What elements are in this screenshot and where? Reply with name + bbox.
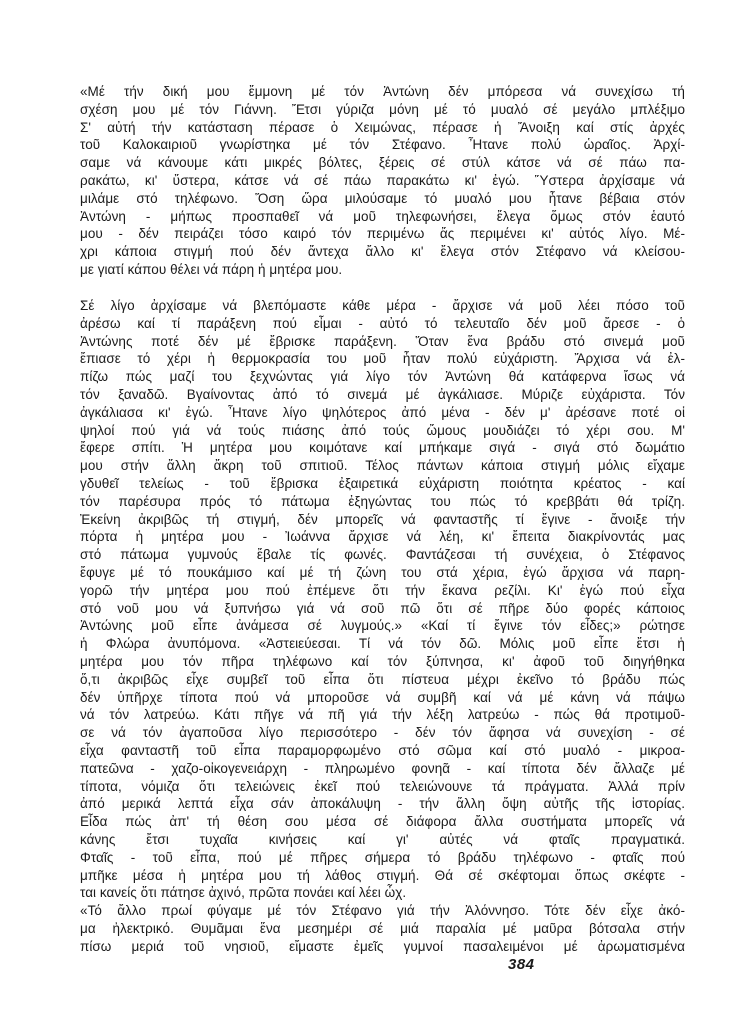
text-line: ται κανείς ὅτι πάτησε ἀχινό, πρῶτα πονάει καί λέει ὦχ.: [80, 885, 407, 901]
text-line: ἀρέσω καί τί παράξενη πού εἶμαι - αὐτό τό τελευταῖο δέν μοῦ ἄρεσε - ὁ: [80, 315, 685, 331]
text-line: δέν ὑπῆρχε τίποτα πού νά μποροῦσε νά συμβῆ καί νά μέ κάνη νά πάψω: [80, 689, 685, 705]
text-line: ἔφυγε μέ τό πουκάμισο καί μέ τή ζώνη του στά χέρια, ἐγώ ἄρχισα νά παρη-: [80, 564, 685, 580]
text-line: μου - δέν πειράζει τόσο καιρό τόν περιμένω ἄς περιμένει κι' αὐτός λίγο. Μέ-: [80, 226, 685, 242]
text-line: Ἀντώνης ποτέ δέν μέ ἔβρισκε παράξενη. Ὅταν ἕνα βράδυ στό σινεμά μοῦ: [80, 333, 685, 349]
text-line: ὅ,τι ἀκριβῶς εἶχε συμβεῖ τοῦ εἶπα ὅτι πίστευα μέχρι ἐκεῖνο τό βράδυ πώς: [80, 671, 685, 687]
text-line: Ἀντώνη - μήπως προσπαθεῖ νά μοῦ τηλεφωνήσει, ἔλεγα ὅμως στόν ἑαυτό: [80, 208, 685, 224]
text-line: τόν ξαναδῶ. Βγαίνοντας ἀπό τό σινεμά μέ ἀγκάλιασε. Μύριζε εὐχάριστα. Τόν: [80, 386, 685, 402]
text-line: ἔφερε σπίτι. Ἡ μητέρα μου κοιμότανε καί μπήκαμε σιγά - σιγά στό δωμάτιο: [80, 440, 685, 456]
text-line: ψηλοί πού γιά νά τούς πιάσης ἀπό τούς ὤμους μουδιάζει τό χέρι σου. Μ': [80, 422, 685, 438]
text-line: σχέση μου μέ τόν Γιάννη. Ἔτσι γύριζα μόνη μέ τό μυαλό σέ μεγάλο μπλέξιμο: [80, 101, 685, 117]
text-line: χρι κάποια στιγμή πού δέν ἄντεχα ἄλλο κι' ἔλεγα στόν Στέφανο νά κλείσου-: [80, 244, 685, 260]
text-line: πατεῶνα - χαζο-οἰκογενειάρχη - πληρωμένο φονηᾶ - καί τίποτα δέν ἄλλαζε μέ: [80, 760, 685, 776]
text-line: κάνης ἔτσι τυχαῖα κινήσεις καί γι' αὐτές νά φταῖς πραγματικά.: [80, 831, 685, 847]
text-line: ἀπό μερικά λεπτά εἶχα σάν ἀποκάλυψη - τήν ἄλλη ὄψη αὐτῆς τῆς ἱστορίας.: [80, 796, 685, 812]
paragraph: [80, 902, 685, 955]
text-line: ἀγκάλιασα κι' ἐγώ. Ἦτανε λίγο ψηλότερος ἀπό μένα - δέν μ' ἀρέσανε ποτέ οἱ: [80, 404, 685, 420]
text-line: γδυθεῖ τελείως - τοῦ ἔβρισκα ἐξαιρετικά εὐχάριστη ποιότητα κρέατος - καί: [80, 475, 685, 491]
page-number: 384: [508, 956, 535, 973]
text-line: πίζω πώς μαζί του ξεχνώντας γιά λίγο τόν Ἀντώνη θά κατάφερνα ἴσως νά: [80, 369, 685, 385]
text-line: μητέρα μου τόν πῆρα τηλέφωνο καί τόν ξύπνησα, κι' ἀφοῦ τοῦ διηγήθηκα: [80, 653, 685, 669]
text-line: μου στήν ἄλλη ἄκρη τοῦ σπιτιοῦ. Τέλος πάντων κάποια στιγμή μόλις εἴχαμε: [80, 458, 685, 474]
text-line: πίσω μεριά τοῦ νησιοῦ, εἴμαστε ἐμεῖς γυμνοί πασαλειμένοι μέ ἀρωματισμένα: [80, 938, 685, 954]
text-line: ρακάτω, κι' ὕστερα, κάτσε νά σέ πάω παρακάτω κι' ἐγώ. Ὕστερα ἀρχίσαμε νά: [80, 172, 685, 188]
text-line: Φταῖς - τοῦ εἶπα, πού μέ πῆρες σήμερα τό βράδυ τηλέφωνο - φταῖς πού: [80, 849, 685, 865]
text-line: μιλάμε στό τηλέφωνο. Ὅση ὥρα μιλούσαμε τό μυαλό μου ἦτανε βέβαια στόν: [80, 190, 685, 206]
text-line: πόρτα ἡ μητέρα μου - Ἰωάννα ἄρχισε νά λέη, κι' ἔπειτα διακρίνοντάς μας: [80, 529, 685, 545]
text-line: «Τό ἄλλο πρωί φύγαμε μέ τόν Στέφανο γιά τήν Ἀλόννησο. Τότε δέν εἶχε ἀκό-: [80, 903, 685, 918]
paragraph: [80, 297, 685, 902]
text-line: νά τόν λατρεύω. Κάτι πῆγε νά πῆ γιά τήν λέξη λατρεύω - πώς θά προτιμοῦ-: [80, 707, 685, 723]
text-line: Ἀντώνης μοῦ εἶπε ἀνάμεσα σέ λυγμούς.» «Καί τί ἔγινε τόν εἶδες;» ρώτησε: [80, 618, 685, 634]
text-line: τίποτα, νόμιζα ὅτι τελειώνεις ἐκεῖ πού τελειώνουνε τά πράγματα. Ἀλλά πρίν: [80, 778, 685, 794]
text-line: στό πάτωμα γυμνούς ἔβαλε τίς φωνές. Φαντάζεσαι τή συνέχεια, ὁ Στέφανος: [80, 547, 685, 563]
text-line: σαμε νά κάνουμε κάτι μικρές βόλτες, ξέρεις σέ στύλ κάτσε νά σέ πάω πα-: [80, 155, 685, 171]
text-line: Ἐκείνη ἀκριβῶς τή στιγμή, δέν μπορεῖς νά φανταστῆς τί ἔγινε - ἄνοιξε τήν: [80, 511, 685, 527]
text-line: Σ' αὐτή τήν κατάσταση πέρασε ὁ Χειμώνας, πέρασε ἡ Ἄνοιξη καί στίς ἀρχές: [80, 119, 685, 135]
text-line: Εἶδα πώς ἀπ' τή θέση σου μέσα σέ διάφορα ἄλλα συστήματα μπορεῖς νά: [80, 814, 685, 830]
text-line: ἡ Φλώρα ἀνυπόμονα. «Ἀστειεύεσαι. Τί νά τόν δῶ. Μόλις μοῦ εἶπε ἔτσι ἡ: [80, 636, 685, 652]
text-line: εἶχα φανταστῆ τοῦ εἶπα παραμορφωμένο στό σῶμα καί στό μυαλό - μικροα-: [80, 742, 685, 758]
paragraph: [80, 83, 685, 279]
text-line: μπῆκε μέσα ἡ μητέρα μου τή λάθος στιγμή. Θά σέ σκέφτομαι ὅπως σκέφτε -: [80, 867, 685, 883]
text-line: μα ἠλεκτρικό. Θυμᾶμαι ἕνα μεσημέρι σέ μιά παραλία μέ μαῦρα βότσαλα στήν: [80, 920, 685, 936]
text-line: τοῦ Καλοκαιριοῦ γνωρίστηκα μέ τόν Στέφανο. Ἦτανε πολύ ὡραῖος. Ἀρχί-: [80, 137, 685, 153]
text-line: τόν παρέσυρα πρός τό πάτωμα ἐξηγώντας του πώς τό κρεββάτι θά τρίζη.: [80, 493, 685, 509]
text-line: στό νοῦ μου νά ξυπνήσω γιά νά σοῦ πῶ ὅτι σέ πῆρε δύο φορές κάποιος: [80, 600, 685, 616]
text-line: ἔπιασε τό χέρι ἡ θερμοκρασία του μοῦ ἦταν πολύ εὐχάριστη. Ἄρχισα νά ἐλ-: [80, 351, 685, 367]
text-line: σε νά τόν ἀγαποῦσα λίγο περισσότερο - δέν τόν ἄφησα νά συνεχίση - σέ: [80, 725, 685, 741]
text-line: με γιατί κάπου θέλει νά πάρη ἡ μητέρα μου.: [80, 261, 343, 277]
text-line: γορῶ τήν μητέρα μου πού ἐπέμενε ὅτι τήν ἔκανα ρεζίλι. Κι' ἐγώ πού εἶχα: [80, 582, 685, 598]
text-line: «Μέ τήν δική μου ἔμμονη μέ τόν Ἀντώνη δέν μπόρεσα νά συνεχίσω τή: [80, 84, 685, 99]
text-line: Σέ λίγο ἀρχίσαμε νά βλεπόμαστε κάθε μέρα - ἄρχισε νά μοῦ λέει πόσο τοῦ: [80, 298, 685, 313]
